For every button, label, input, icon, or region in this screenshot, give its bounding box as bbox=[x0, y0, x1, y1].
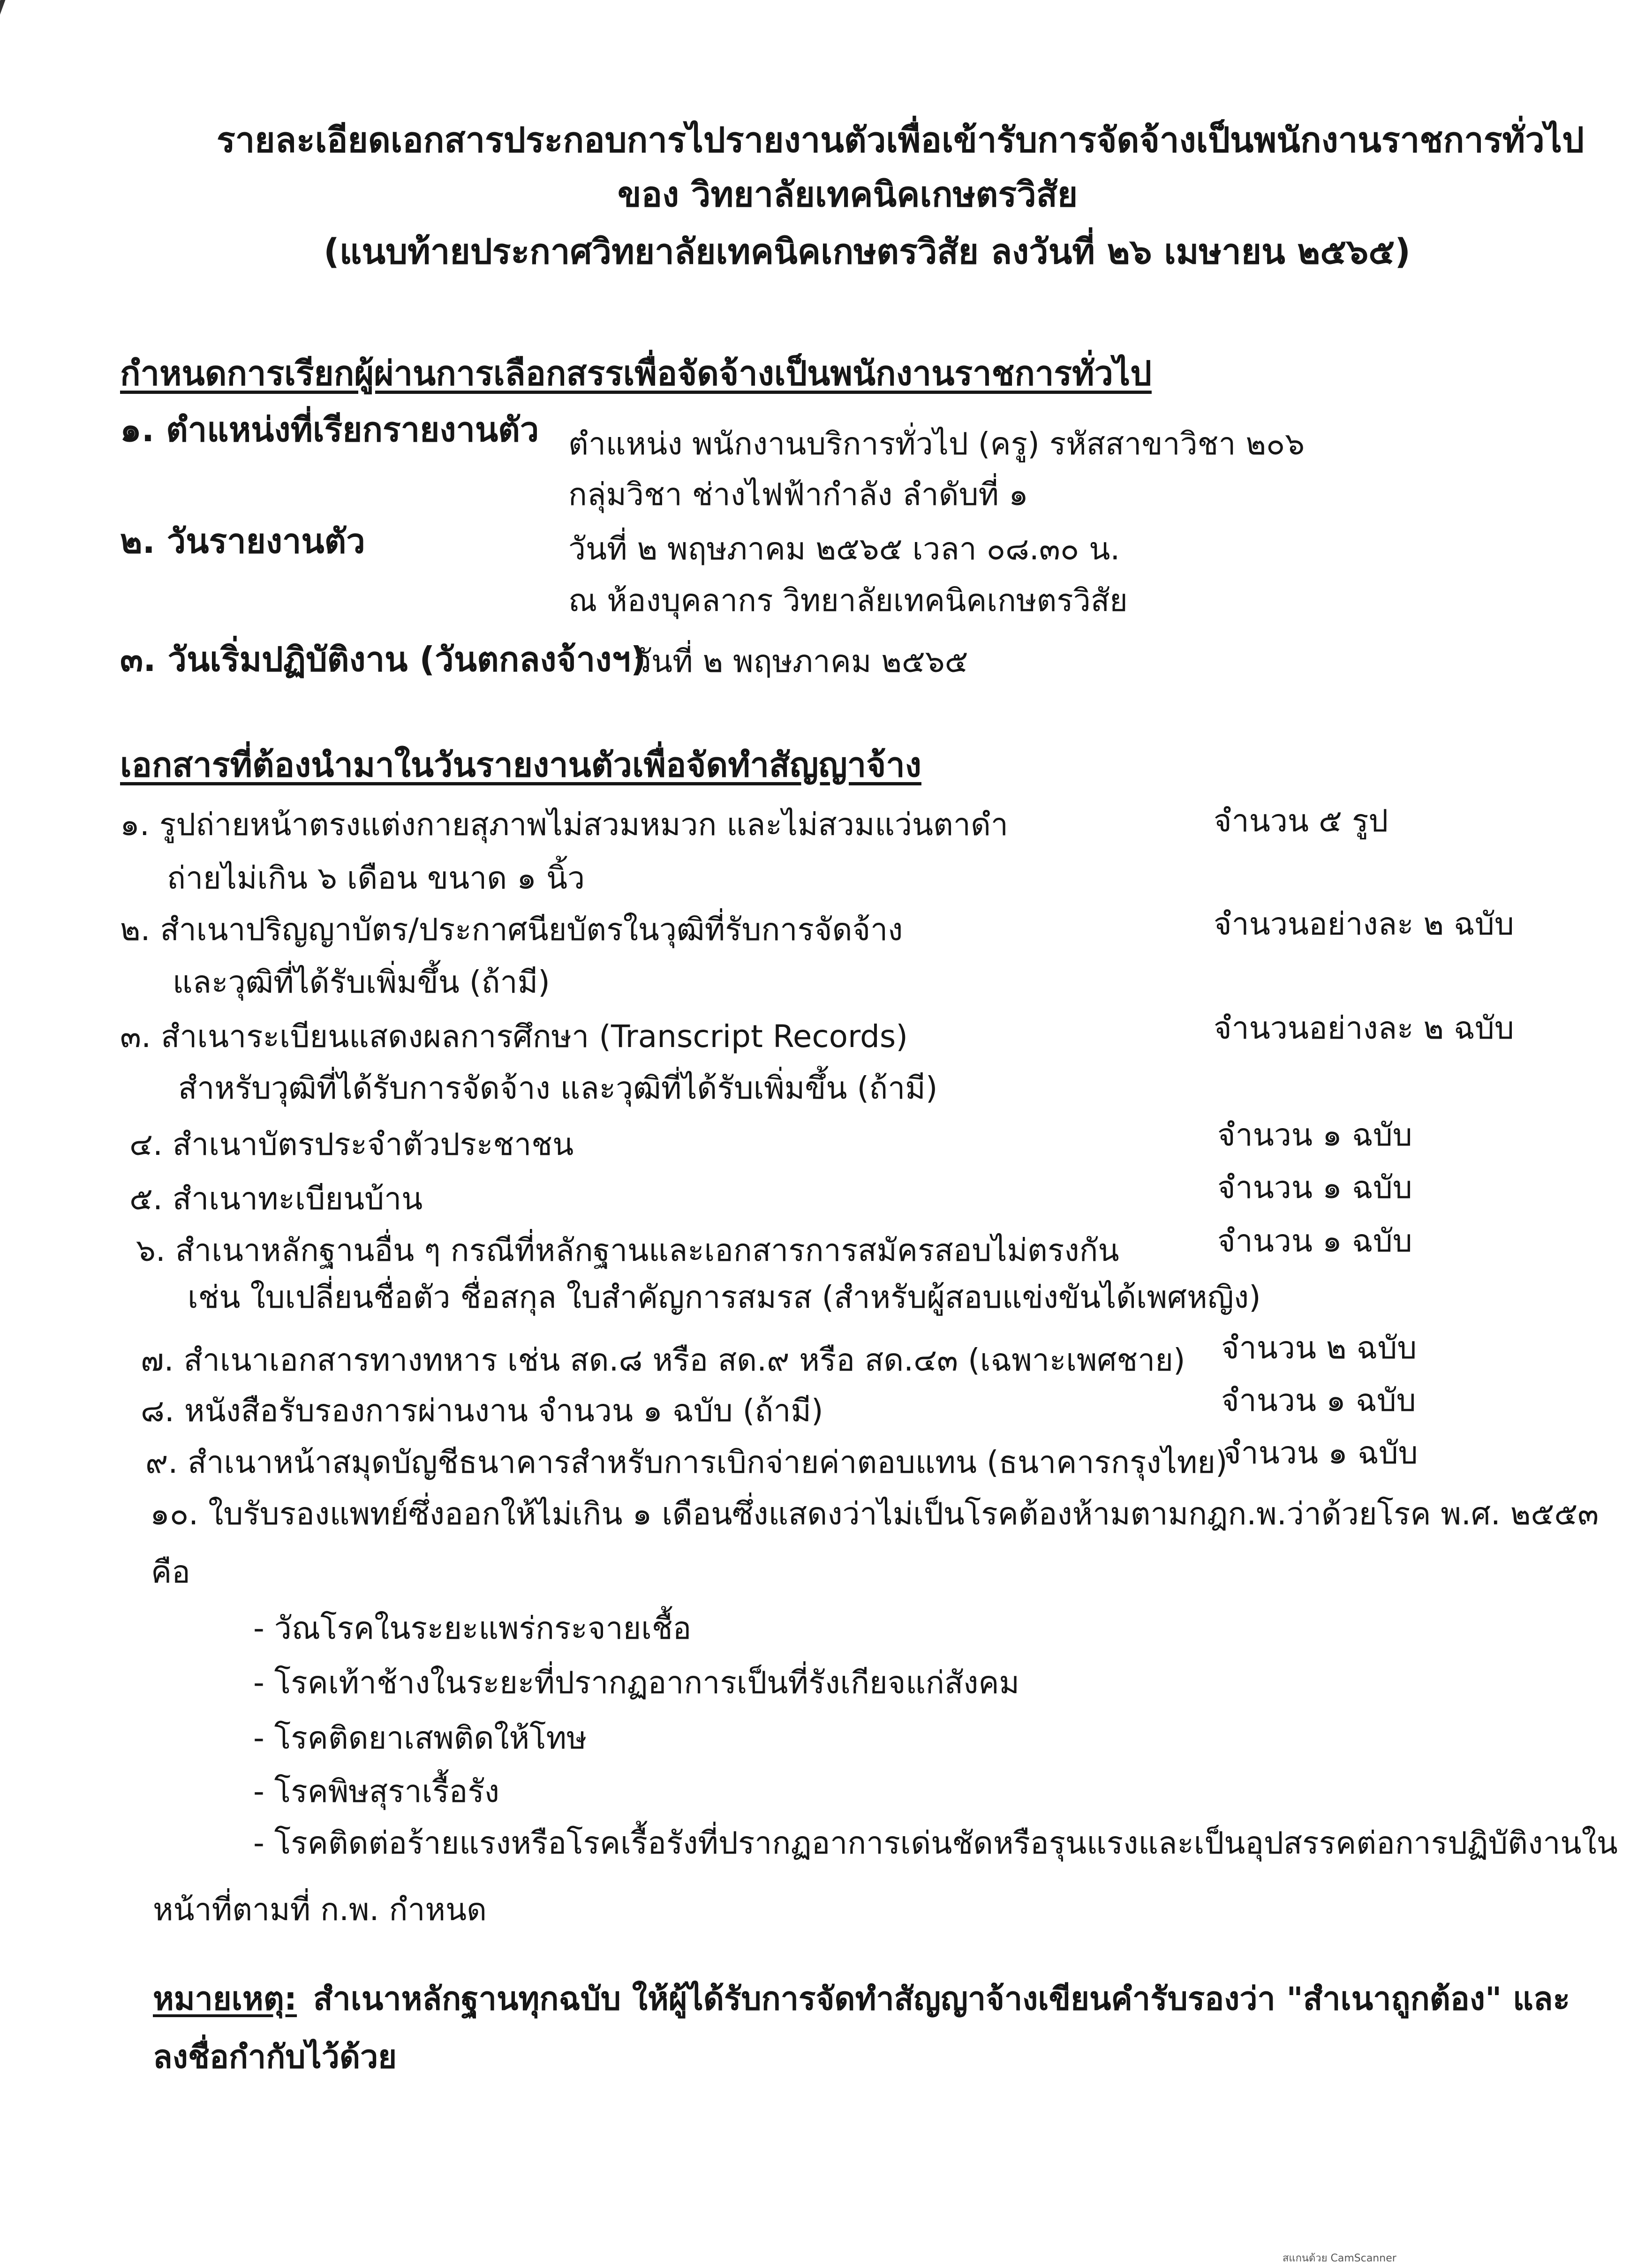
schedule-item-report-date-line1: วันที่ ๒ พฤษภาคม ๒๕๖๕ เวลา ๐๘.๓๐ น. bbox=[568, 531, 1120, 567]
doc-item-9-qty: จำนวน ๑ ฉบับ bbox=[1223, 1435, 1418, 1471]
scanner-watermark: สแกนด้วย CamScanner bbox=[1283, 2253, 1396, 2264]
doc-item-8-line1: ๘. หนังสือรับรองการผ่านงาน จำนวน ๑ ฉบับ (ถ้ามี) bbox=[141, 1393, 823, 1429]
disease-item-serious-disease: - โรคติดต่อร้ายแรงหรือโรคเรื้อรังที่ปรากฏอาการเด่นชัดหรือรุนแรงและเป็นอุปสรรคต่อการปฏิบัติงานใน bbox=[253, 1825, 1618, 1861]
doc-item-9-line1: ๙. สำเนาหน้าสมุดบัญชีธนาคารสำหรับการเบิกจ่ายค่าตอบแทน (ธนาคารกรุงไทย) bbox=[145, 1444, 1228, 1480]
disease-item-tuberculosis: - วัณโรคในระยะแพร่กระจายเชื้อ bbox=[253, 1610, 692, 1646]
document-title-line1: รายละเอียดเอกสารประกอบการไปรายงานตัวเพื่อเข้ารับการจัดจ้างเป็นพนักงานราชการทั่วไป bbox=[217, 120, 1585, 160]
disease-item-drug-addiction: - โรคติดยาเสพติดให้โทษ bbox=[253, 1720, 587, 1756]
doc-item-1-qty: จำนวน ๕ รูป bbox=[1214, 803, 1388, 839]
doc-item-5-line1: ๕. สำเนาทะเบียนบ้าน bbox=[129, 1181, 423, 1217]
doc-item-4-qty: จำนวน ๑ ฉบับ bbox=[1217, 1117, 1412, 1153]
doc-item-2-line2: และวุฒิที่ได้รับเพิ่มขึ้น (ถ้ามี) bbox=[173, 964, 550, 1000]
document-title-line2: ของ วิทยาลัยเทคนิคเกษตรวิสัย bbox=[618, 174, 1078, 215]
doc-item-7-line1: ๗. สำเนาเอกสารทางทหาร เช่น สด.๘ หรือ สด.๙ หรือ สด.๔๓ (เฉพาะเพศชาย) bbox=[141, 1342, 1185, 1378]
schedule-item-start-date-line1: วันที่ ๒ พฤษภาคม ๒๕๖๕ bbox=[634, 643, 968, 679]
doc-item-6-line1: ๖. สำเนาหลักฐานอื่น ๆ กรณีที่หลักฐานและเอกสารการสมัครสอบไม่ตรงกัน bbox=[136, 1232, 1119, 1268]
note-label: หมายเหตุ: bbox=[153, 1981, 297, 2018]
doc-item-2-line1: ๒. สำเนาปริญญาบัตร/ประกาศนียบัตรในวุฒิที่รับการจัดจ้าง bbox=[120, 912, 903, 948]
schedule-item-start-date-label: ๓. วันเริ่มปฏิบัติงาน (วันตกลงจ้างฯ) bbox=[120, 640, 646, 679]
disease-item-elephantiasis: - โรคเท้าช้างในระยะที่ปรากฏอาการเป็นที่รังเกียจแก่สังคม bbox=[253, 1665, 1020, 1701]
doc-item-5-qty: จำนวน ๑ ฉบับ bbox=[1217, 1169, 1412, 1206]
note-line1: สำเนาหลักฐานทุกฉบับ ให้ผู้ได้รับการจัดทำสัญญาจ้างเขียนคำรับรองว่า "สำเนาถูกต้อง" และ bbox=[313, 1981, 1570, 2018]
note-line2: ลงชื่อกำกับไว้ด้วย bbox=[153, 2039, 397, 2076]
doc-item-10-last-line: หน้าที่ตามที่ ก.พ. กำหนด bbox=[153, 1891, 487, 1928]
documents-heading: เอกสารที่ต้องนำมาในวันรายงานตัวเพื่อจัดทำสัญญาจ้าง bbox=[120, 745, 921, 784]
schedule-heading: กำหนดการเรียกผู้ผ่านการเลือกสรรเพื่อจัดจ้างเป็นพนักงานราชการทั่วไป bbox=[120, 354, 1152, 393]
doc-item-2-qty: จำนวนอย่างละ ๒ ฉบับ bbox=[1214, 906, 1514, 942]
doc-item-7-qty: จำนวน ๒ ฉบับ bbox=[1221, 1330, 1417, 1366]
doc-item-6-qty: จำนวน ๑ ฉบับ bbox=[1217, 1223, 1412, 1259]
doc-item-3-line2: สำหรับวุฒิที่ได้รับการจัดจ้าง และวุฒิที่ได้รับเพิ่มขึ้น (ถ้ามี) bbox=[178, 1070, 938, 1106]
document-title-line3: (แนบท้ายประกาศวิทยาลัยเทคนิคเกษตรวิสัย ลงวันที่ ๒๖ เมษายน ๒๕๖๕) bbox=[324, 232, 1411, 272]
doc-item-3-qty: จำนวนอย่างละ ๒ ฉบับ bbox=[1214, 1010, 1514, 1046]
scan-edge-artifact bbox=[0, 0, 8, 102]
schedule-item-position-label: ๑. ตำแหน่งที่เรียกรายงานตัว bbox=[120, 410, 539, 449]
doc-item-8-qty: จำนวน ๑ ฉบับ bbox=[1221, 1382, 1416, 1418]
schedule-item-report-date-line2: ณ ห้องบุคลากร วิทยาลัยเทคนิคเกษตรวิสัย bbox=[568, 582, 1128, 618]
doc-item-1-line2: ถ่ายไม่เกิน ๖ เดือน ขนาด ๑ นิ้ว bbox=[167, 860, 585, 896]
doc-item-10-line1: ๑๐. ใบรับรองแพทย์ซึ่งออกให้ไม่เกิน ๑ เดือนซึ่งแสดงว่าไม่เป็นโรคต้องห้ามตามกฎก.พ.ว่าด้วยโรค พ.ศ. ๒๕๕๓ bbox=[150, 1496, 1599, 1532]
schedule-item-position-line2: กลุ่มวิชา ช่างไฟฟ้ากำลัง ลำดับที่ ๑ bbox=[568, 476, 1028, 512]
doc-item-4-line1: ๔. สำเนาบัตรประจำตัวประชาชน bbox=[129, 1126, 574, 1162]
doc-item-10-line2: คือ bbox=[151, 1554, 190, 1590]
schedule-item-report-date-label: ๒. วันรายงานตัว bbox=[120, 521, 365, 561]
doc-item-3-line1: ๓. สำเนาระเบียนแสดงผลการศึกษา (Transcript Records) bbox=[120, 1018, 908, 1055]
disease-item-alcoholism: - โรคพิษสุราเรื้อรัง bbox=[253, 1773, 499, 1809]
doc-item-6-line2: เช่น ใบเปลี่ยนชื่อตัว ชื่อสกุล ใบสำคัญการสมรส (สำหรับผู้สอบแข่งขันได้เพศหญิง) bbox=[188, 1279, 1261, 1315]
doc-item-1-line1: ๑. รูปถ่ายหน้าตรงแต่งกายสุภาพไม่สวมหมวก และไม่สวมแว่นตาดำ bbox=[120, 806, 1008, 843]
schedule-item-position-line1: ตำแหน่ง พนักงานบริการทั่วไป (ครู) รหัสสาขาวิชา ๒๐๖ bbox=[568, 426, 1305, 462]
